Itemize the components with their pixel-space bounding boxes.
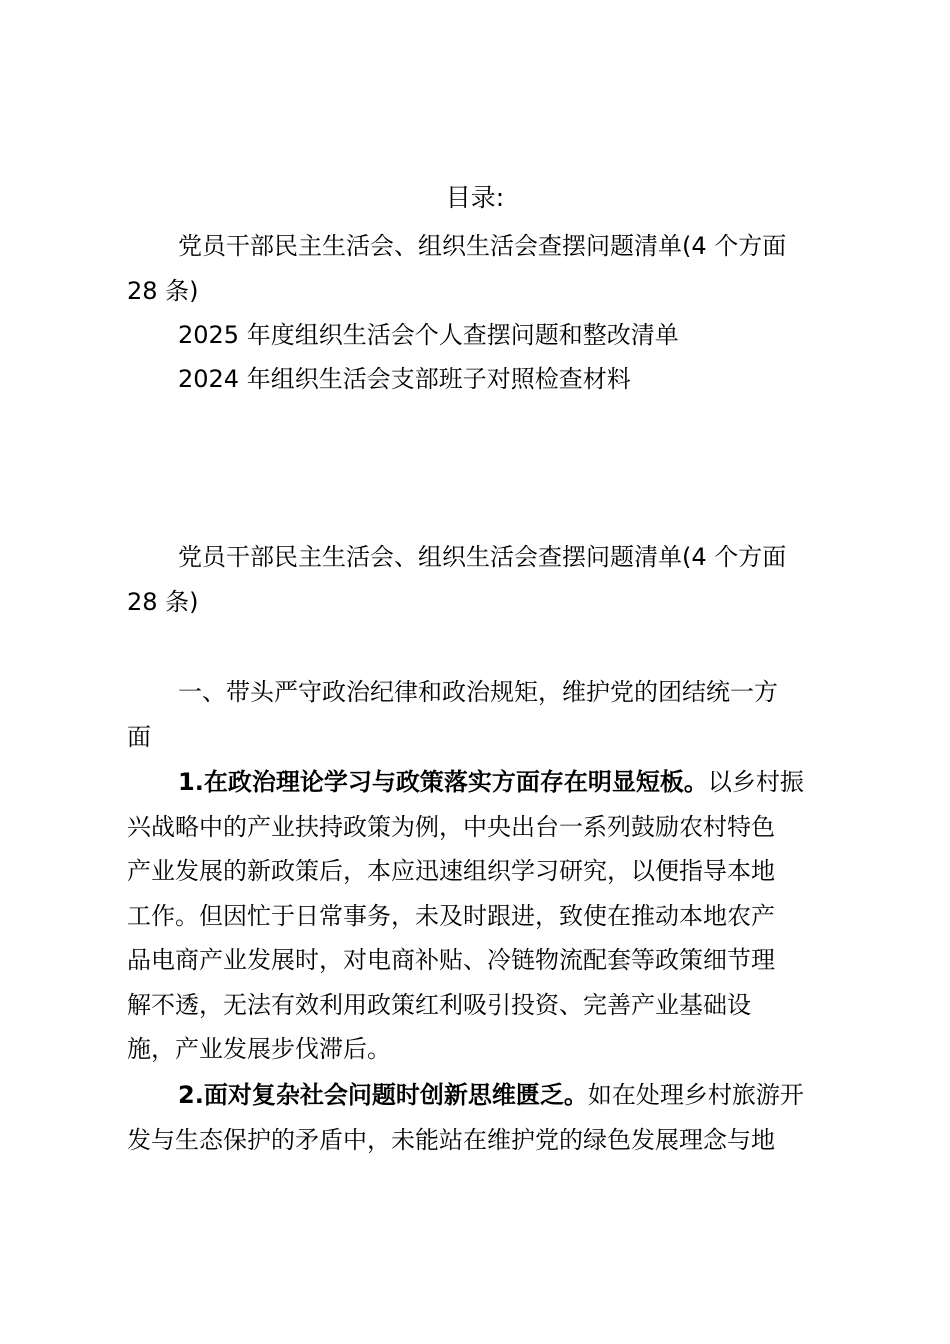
toc-item-3 (127, 357, 833, 402)
section-1-heading (127, 670, 833, 759)
item-1-line: 解不透，无法有效利用政策红利吸引投资、完善产业基础设 (127, 990, 751, 1019)
item-2-text-start: 如在处理乡村旅游开 (587, 1081, 804, 1109)
toc-item-2-line-1: 2025 年度组织生活会个人查摆问题和整改清单 (178, 321, 679, 349)
article-title-line-1: 党员干部民主生活会、组织生活会查摆问题清单(4 个方面 (178, 543, 787, 571)
item-1-paragraph (127, 760, 833, 1072)
section-1-heading-line-1: 一、带头严守政治纪律和政治规矩，维护党的团结统一方 (178, 678, 778, 706)
item-1-line: 品电商产业发展时，对电商补贴、冷链物流配套等政策细节理 (127, 946, 775, 974)
article-title-line-2: 28 条) (127, 587, 199, 616)
item-1-heading: 1.在政治理论学习与政策落实方面存在明显短板。 (178, 768, 708, 796)
item-1-line: 兴战略中的产业扶持政策为例，中央出台一系列鼓励农村特色 (127, 812, 775, 841)
item-1-line: 工作。但因忙于日常事务，未及时跟进，致使在推动本地农产 (127, 901, 775, 930)
toc-title: 目录: (445, 183, 505, 212)
toc-item-1-line-2: 28 条) (127, 276, 199, 305)
section-1-heading-line-2: 面 (127, 722, 151, 751)
toc-item-1 (127, 224, 833, 313)
item-1-text-start: 以乡村振 (707, 768, 804, 796)
toc-item-3-line-1: 2024 年组织生活会支部班子对照检查材料 (178, 365, 631, 393)
item-1-line: 施，产业发展步伐滞后。 (127, 1035, 391, 1063)
toc-item-1-line-1: 党员干部民主生活会、组织生活会查摆问题清单(4 个方面 (178, 232, 787, 260)
item-2-paragraph (127, 1073, 833, 1162)
item-1-line: 产业发展的新政策后，本应迅速组织学习研究，以便指导本地 (127, 857, 775, 885)
toc-item-2 (127, 313, 833, 358)
item-2-line: 发与生态保护的矛盾中，未能站在维护党的绿色发展理念与地 (127, 1125, 775, 1154)
item-1-first-line (127, 760, 833, 805)
item-2-first-line (127, 1073, 833, 1118)
item-2-heading: 2.面对复杂社会问题时创新思维匮乏。 (178, 1081, 588, 1109)
article-title (127, 535, 833, 624)
